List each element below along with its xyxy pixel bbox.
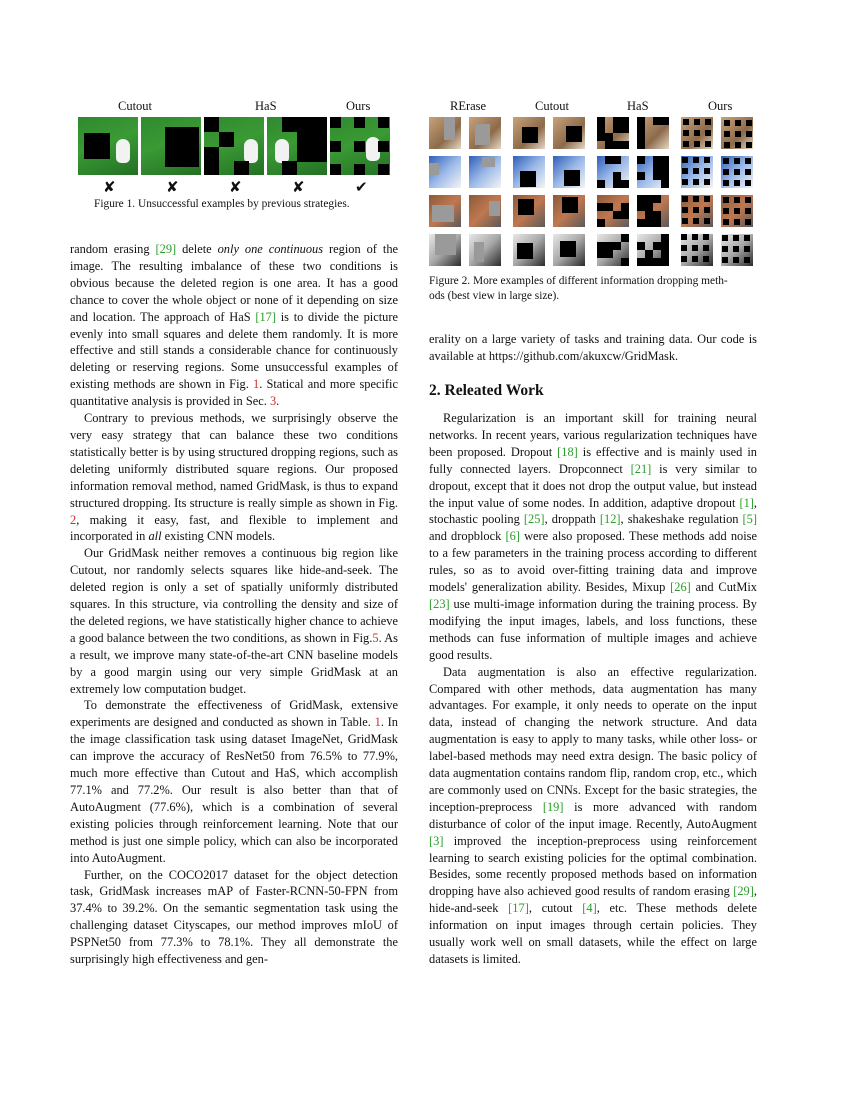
fig1-image-cutout-2: [141, 117, 201, 175]
right-column: [429, 410, 757, 968]
fig1-mark-fail: ✘: [103, 180, 116, 196]
citation-link[interactable]: [26]: [670, 580, 691, 595]
fig2-thumbnail: [681, 117, 713, 149]
fig2-thumbnail: [681, 195, 713, 227]
fig2-thumbnail: [637, 195, 669, 227]
section-heading: 2. Releated Work: [429, 382, 544, 399]
fig2-caption-line2: ods (best view in large size).: [429, 290, 560, 302]
fig2-thumbnail: [597, 234, 629, 266]
fig2-thumbnail: [597, 156, 629, 188]
fig1-header-has: HaS: [255, 99, 277, 113]
fig2-thumbnail: [429, 234, 461, 266]
fig2-thumbnail: [429, 156, 461, 188]
left-paragraph-4: To demonstrate the effectiveness of GridMask, extensive experiments are designed and conducted as shown in Table. 1. In the image classification task using dataset ImageNet, GridMask can improve the accuracy of ResNet50 from 76.5% to 77.9%, much more effective than Cutout and HaS, which accomplish 77.1% and 77.2%. Our result is also better than that of AutoAugment (77.6%), which is a combination of several existing policies through reinforcement learning. Note that our method is just one simple policy, which can also be incorporated into AutoAugment.: [70, 698, 398, 865]
fig2-thumbnail: [637, 234, 669, 266]
citation-link[interactable]: [25]: [523, 512, 545, 527]
fig2-header-ours: Ours: [708, 99, 733, 113]
fig2-thumbnail: [513, 195, 545, 227]
section-ref-link[interactable]: 3: [269, 394, 277, 409]
fig1-mark-fail: ✘: [229, 180, 242, 196]
figure-ref-link[interactable]: 5: [372, 630, 379, 645]
fig2-thumbnail: [429, 117, 461, 149]
citation-link[interactable]: [18]: [557, 444, 578, 459]
fig2-caption: [429, 274, 757, 304]
right-paragraph-1: Regularization is an important skill for training neural networks. In recent years, various regularization techniques have been proposed. Dropout [18] is effective and is mainly used in fully connected layers. Dropconnect [21] is very similar to dropout, except that it does not drop the output value, but instead the input value of some nodes. In addition, adaptive dropout [1], stochastic pooling [25], droppath [12], shakeshake regulation [5] and dropblock [6] were also proposed. These methods add noise to a few parameters in the training process according to different rules, so as to avoid over-fitting training data and improve models' generalization ability. Besides, Mixup [26] and CutMix [23] use multi-image information during the training process. By modifying the input images, labels, and loss functions, these methods can fuse information of multiple images and achieve good results.: [429, 411, 758, 662]
fig2-thumbnail: [721, 195, 753, 227]
fig2-thumbnail: [469, 117, 501, 149]
citation-link[interactable]: [29]: [733, 884, 754, 899]
citation-link[interactable]: [6]: [505, 529, 520, 544]
fig1-image-has-1: [204, 117, 264, 175]
fig2-thumbnail: [429, 195, 461, 227]
fig1-image-has-2: [267, 117, 327, 175]
fig2-thumbnail: [721, 234, 753, 266]
citation-link[interactable]: [23]: [429, 596, 450, 611]
fig2-thumbnail: [513, 234, 545, 266]
citation-link[interactable]: [4]: [582, 901, 597, 916]
left-column: [70, 241, 398, 968]
fig2-thumbnail: [681, 234, 713, 266]
right-column-top: [429, 331, 757, 365]
fig1-image-ours: [330, 117, 390, 175]
fig2-thumbnail: [469, 156, 501, 188]
fig2-thumbnail: [469, 234, 501, 266]
fig1-mark-success: ✔: [355, 180, 368, 196]
fig1-image-cutout-1: [78, 117, 138, 175]
fig2-thumbnail: [513, 117, 545, 149]
fig2-thumbnail: [637, 156, 669, 188]
citation-link[interactable]: [5]: [742, 512, 757, 527]
fig2-thumbnail: [553, 156, 585, 188]
fig2-thumbnail: [597, 117, 629, 149]
citation-link[interactable]: [17]: [508, 901, 529, 916]
fig2-thumbnail: [681, 156, 713, 188]
fig2-header-has: HaS: [627, 99, 649, 113]
table-ref-link[interactable]: 1: [374, 715, 381, 730]
citation-link[interactable]: [12]: [599, 512, 621, 527]
fig2-thumbnail: [469, 195, 501, 227]
fig2-thumbnail: [721, 156, 753, 188]
fig1-caption: Figure 1. Unsuccessful examples by previous strategies.: [94, 198, 350, 210]
fig2-thumbnail: [553, 234, 585, 266]
right-paragraph-0: erality on a large variety of tasks and training data. Our code is available at https://github.com/akuxcw/GridMask.: [429, 332, 757, 363]
figure-ref-link[interactable]: 1: [252, 377, 260, 392]
fig2-thumbnail: [553, 195, 585, 227]
left-paragraph-3: Our GridMask neither removes a continuous big region like Cutout, nor randomly selects squares like hide-and-seek. The deleted region is only a set of spatially uniformly distributed squares. In this structure, via controlling the density and size of the deleted regions, we have statistically higher chance to achieve a good balance between the two conditions, as shown in Fig.5. As a result, we improve many state-of-the-art CNN baseline models by a good margin using our very simple GridMask at an extremely low computation budget.: [70, 546, 399, 696]
fig2-thumbnail: [553, 117, 585, 149]
fig2-header-cutout: Cutout: [535, 99, 570, 113]
citation-link[interactable]: [21]: [630, 461, 652, 476]
fig2-header-rerase: RErase: [450, 99, 487, 113]
fig2-thumbnail: [513, 156, 545, 188]
left-paragraph-5: Further, on the COCO2017 dataset for the object detection task, GridMask increases mAP of Faster-RCNN-50-FPN from 37.4% to 39.2%. On the semantic segmentation task using the challenging dataset Cityscapes, our method improves mIoU of PSPNet50 from 77.3% to 78.1%. They all demonstrate the surprisingly high effectiveness and gen-: [70, 867, 398, 967]
right-paragraph-2: Data augmentation is also an effective regularization. Compared with other methods, data augmentation has many advantages. For example, it only needs to operate on the input data, instead of changing the network structure. And data augmentation is easy to apply to many tasks, while other loss- or label-based methods may need extra design. The basic policy of data augmentation contains random flip, random crop, etc., which are commonly used on CNNs. Except for the basic strategies, the inception-preprocess [19] is more advanced with random disturbance of color of the input image. Recently, AutoAugment [3] improved the inception-preprocess using reinforcement learning to search existing policies for the optimal combination. Besides, some recently proposed methods based on information dropping have also achieved good results of random erasing [29], hide-and-seek [17], cutout [4], etc. These methods delete information on input images through certain policies. They usually work well on small datasets, while the effect on large datasets is limited.: [429, 664, 757, 966]
figure-ref-link[interactable]: 2: [70, 512, 77, 527]
fig1-header-ours: Ours: [346, 99, 371, 113]
fig1-header-cutout: Cutout: [118, 99, 153, 113]
fig2-thumbnail: [721, 117, 753, 149]
fig2-thumbnail: [637, 117, 669, 149]
fig2-thumbnail: [597, 195, 629, 227]
citation-link[interactable]: [19]: [542, 799, 564, 814]
citation-link[interactable]: [1]: [739, 495, 754, 510]
fig2-caption-line1: Figure 2. More examples of different information dropping meth-: [429, 275, 728, 287]
citation-link[interactable]: [29]: [155, 242, 177, 256]
citation-link[interactable]: [3]: [429, 833, 444, 848]
left-paragraph-2: Contrary to previous methods, we surprisingly observe the very easy strategy that can balance these two conditions statistically better is by using structured dropping regions, such as deleting uniformly distributed square regions. Our proposed information removal method, named GridMask, is thus to expand structured dropping. Its structure is really simple as shown in Fig. 2, making it easy, fast, and flexible to implement and incorporated in all existing CNN models.: [70, 411, 398, 544]
left-paragraph-1: random erasing [29] delete only one continuous region of the image. The resulting imbalance of these two conditions is obvious because the deleted region is one area. It has a good chance to cover the whole object or none of it depending on size and location. The approach of HaS [17] is to divide the picture evenly into small squares and delete them randomly. It is more effective and still stands a considerable chance for continuously deleting or reserving regions. Some unsuccessful examples of existing methods are shown in Fig. 1. Statical and more specific quantitative analysis is provided in Sec. 3.: [70, 242, 399, 409]
fig1-mark-fail: ✘: [292, 180, 305, 196]
fig1-mark-fail: ✘: [166, 180, 179, 196]
citation-link[interactable]: [17]: [255, 309, 276, 324]
